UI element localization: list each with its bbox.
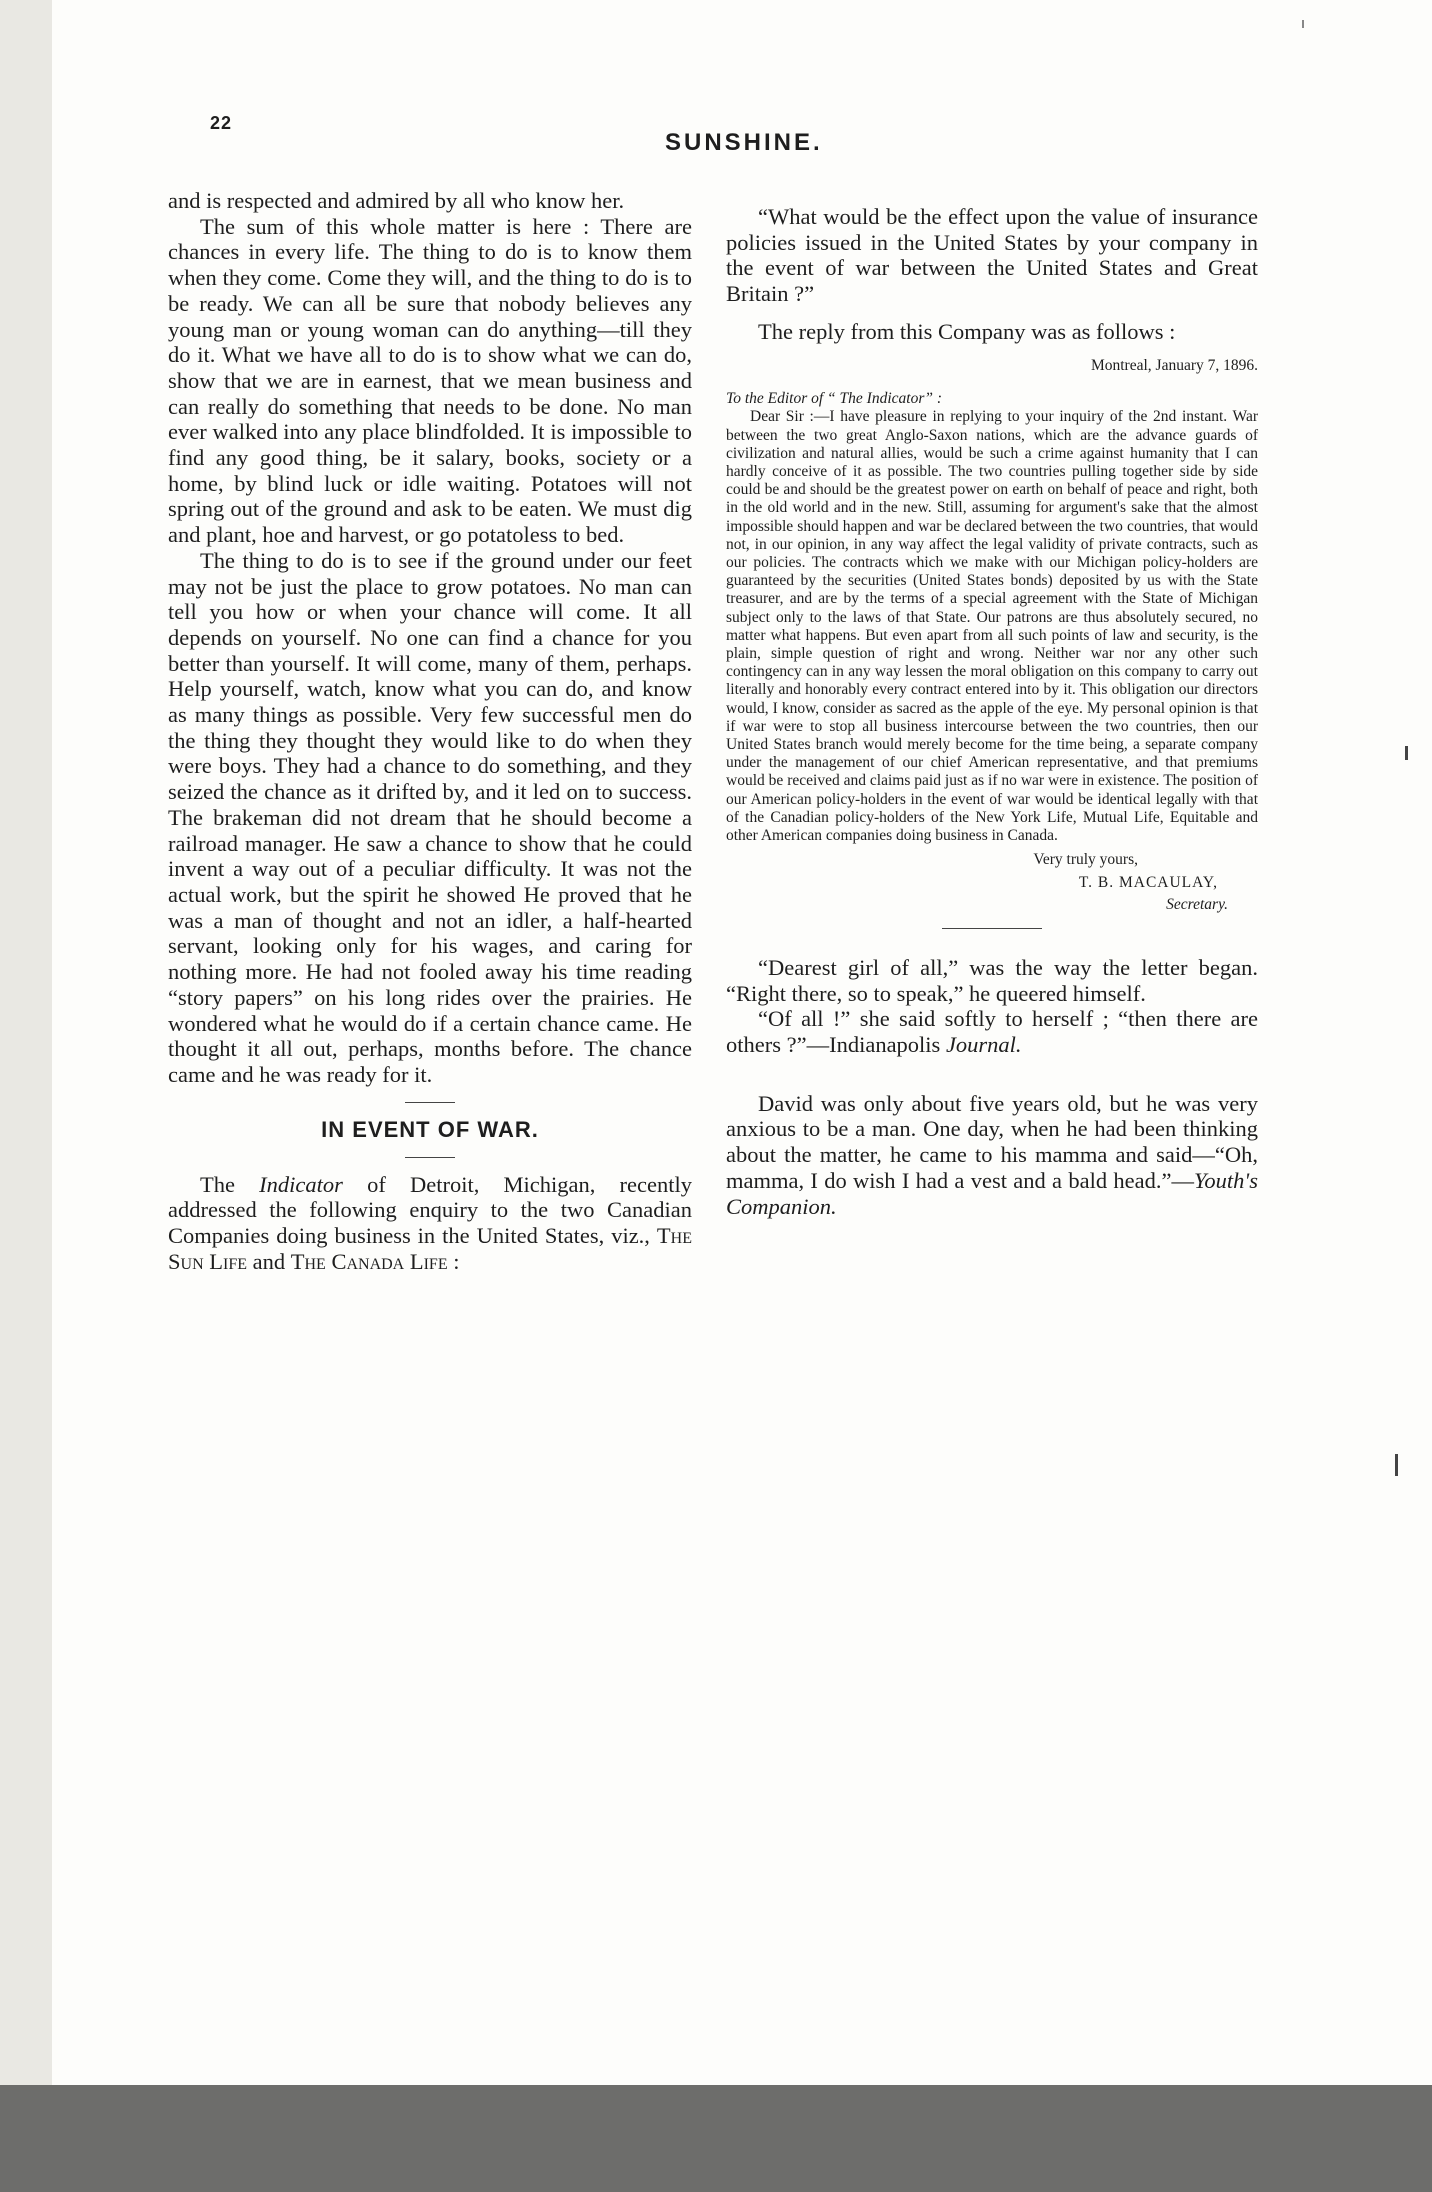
text-run: : [447, 1248, 460, 1274]
section-divider [405, 1102, 455, 1103]
scan-speck [1405, 746, 1408, 760]
paragraph: The sum of this whole matter is here : There are chances in every life. The thing to do is to know them when they come. Come they will, and the thing to do is to be ready. We can all be sure that nobody believes any young man or young woman can do anything—till they do it. What we have all to do is to show what we can do, show that we are in earnest, that we mean business and can really do something that needs to be done. No man ever walked into any place blindfolded. It is impossible to find any good thing, be it salary, books, society or a home, by blind luck or idle waiting. Potatoes will not spring out of the ground and ask to be eaten. We must dig and plant, hoe and harvest, or go potatoless to bed. [168, 213, 692, 548]
spacer [967, 1072, 1017, 1073]
left-column [168, 188, 692, 1274]
running-head: SUNSHINE. [665, 129, 823, 156]
signature-title: Secretary. [1166, 895, 1228, 913]
letter-closing: Very truly yours, [1033, 851, 1138, 869]
scan-speck [1395, 1454, 1398, 1476]
text-run: and [247, 1248, 291, 1274]
letter-dateline: Montreal, January 7, 1896. [1090, 356, 1258, 374]
company-name: The Sun Life [168, 1223, 692, 1274]
paragraph: and is respected and admired by all who know her. [168, 188, 625, 213]
scan-border [0, 2085, 1432, 2192]
source-citation: Youth's Companion. [726, 1167, 1258, 1219]
paragraph: The reply from this Company was as follows : [758, 318, 1176, 344]
paragraph: The thing to do is to see if the ground under our feet may not be just the place to grow potatoes. No man can tell you how or when your chance will come. It all depends on yourself. No one can find a chance for you better than yourself. It will come, many of them, perhaps. Help yourself, watch, know what you can do, and know as many things as possible. Very few successful men do the thing they thought they would like to do when they were boys. They had a chance to do something, and they seized the chance as it drifted by, and it led on to success. The brakeman did not dream that he should become a railroad manager. He saw a chance to show that he could invent a way out of a peculiar difficulty. It was not the actual work, but the spirit he showed He proved that he was a man of thought and not an idler, a half-hearted servant, looking only for his wages, and caring for nothing more. He had not fooled away his time reading “story papers” on his long rides over the prairies. He wondered what he would do if a certain chance came. He thought it all out, perhaps, months before. The chance came and he was ready for it. [168, 547, 692, 1087]
right-column [726, 204, 1258, 1219]
section-divider [405, 1157, 455, 1158]
paragraph [168, 1172, 692, 1275]
scan-speck [1302, 20, 1304, 28]
source-citation: Journal. [945, 1032, 1022, 1058]
enquiry-quote: “What would be the effect upon the value of insurance policies issued in the United States by your company in the event of war between the United States and Great Britain ?” [726, 204, 1258, 307]
text-run: The [200, 1171, 260, 1197]
company-name: The Canada Life [290, 1248, 448, 1274]
publication-name: Indicator [259, 1171, 343, 1197]
anecdote-paragraph [726, 1091, 1258, 1220]
section-divider [942, 928, 1042, 929]
text-run: David was only about five years old, but he was very anxious to be a man. One day, when he had been thinking about the matter, he came to his mamma and said—“Oh, mamma, I do wish I had a vest and a bald head.”— [726, 1090, 1258, 1193]
text-run: “Of all !” she said softly to herself ; “then there are others ?”—Indianapolis [726, 1006, 1258, 1058]
letter-signature: T. B. MACAULAY, [1078, 873, 1218, 891]
letter-body: Dear Sir :—I have pleasure in replying to your inquiry of the 2nd instant. War between the two great Anglo-Saxon nations, which are the advance guards of civilization and natural allies, would be such a crime against humanity that I can hardly conceive of it as possible. The two countries pulling together side by side could be and should be the greatest power on earth on behalf of peace and right, both in the old world and in the new. Still, assuming for argument's sake that the almost impossible should happen and war be declared between the two countries, that would not, in our opinion, in any way affect the legal validity of private contracts, such as our policies. The contracts which we make with our Michigan policy-holders are guaranteed by the securities (United States bonds) deposited by us with the State treasurer, and are by the terms of a special agreement with the State of Michigan subject only to the laws of that State. Our patrons are thus absolutely secured, no matter what happens. But even apart from all such points of law and security, is the plain, simple question of right and wrong. Neither war nor any other such contingency can in any way lessen the moral obligation on this company to carry out literally and honorably every contract entered into by it. This obligation our directors would, I know, consider as sacred as the apple of the eye. My personal opinion is that if war were to stop all business intercourse between the two countries, then our United States branch would merely become for the time being, a separate company under the management of our chief American representative, and that premiums would be received and claims paid just as if no war were in existence. The position of our American policy-holders in the event of war would be identical legally with that of the Canadian policy-holders of the New York Life, Mutual Life, Equitable and other American companies doing business in Canada. [726, 408, 1258, 845]
page-number: 22 [210, 113, 233, 133]
anecdote-paragraph [726, 1006, 1258, 1057]
text-run: of Detroit, Michigan, recently addressed the following enquiry to the two Canadian Companies doing business in the United States, viz., [168, 1171, 692, 1249]
anecdote-paragraph: “Dearest girl of all,” was the way the letter began. “Right there, so to speak,” he queered himself. [726, 954, 1258, 1006]
letter-addressee: To the Editor of “ The Indicator” : [726, 390, 943, 408]
section-heading: IN EVENT OF WAR. [321, 1116, 539, 1142]
